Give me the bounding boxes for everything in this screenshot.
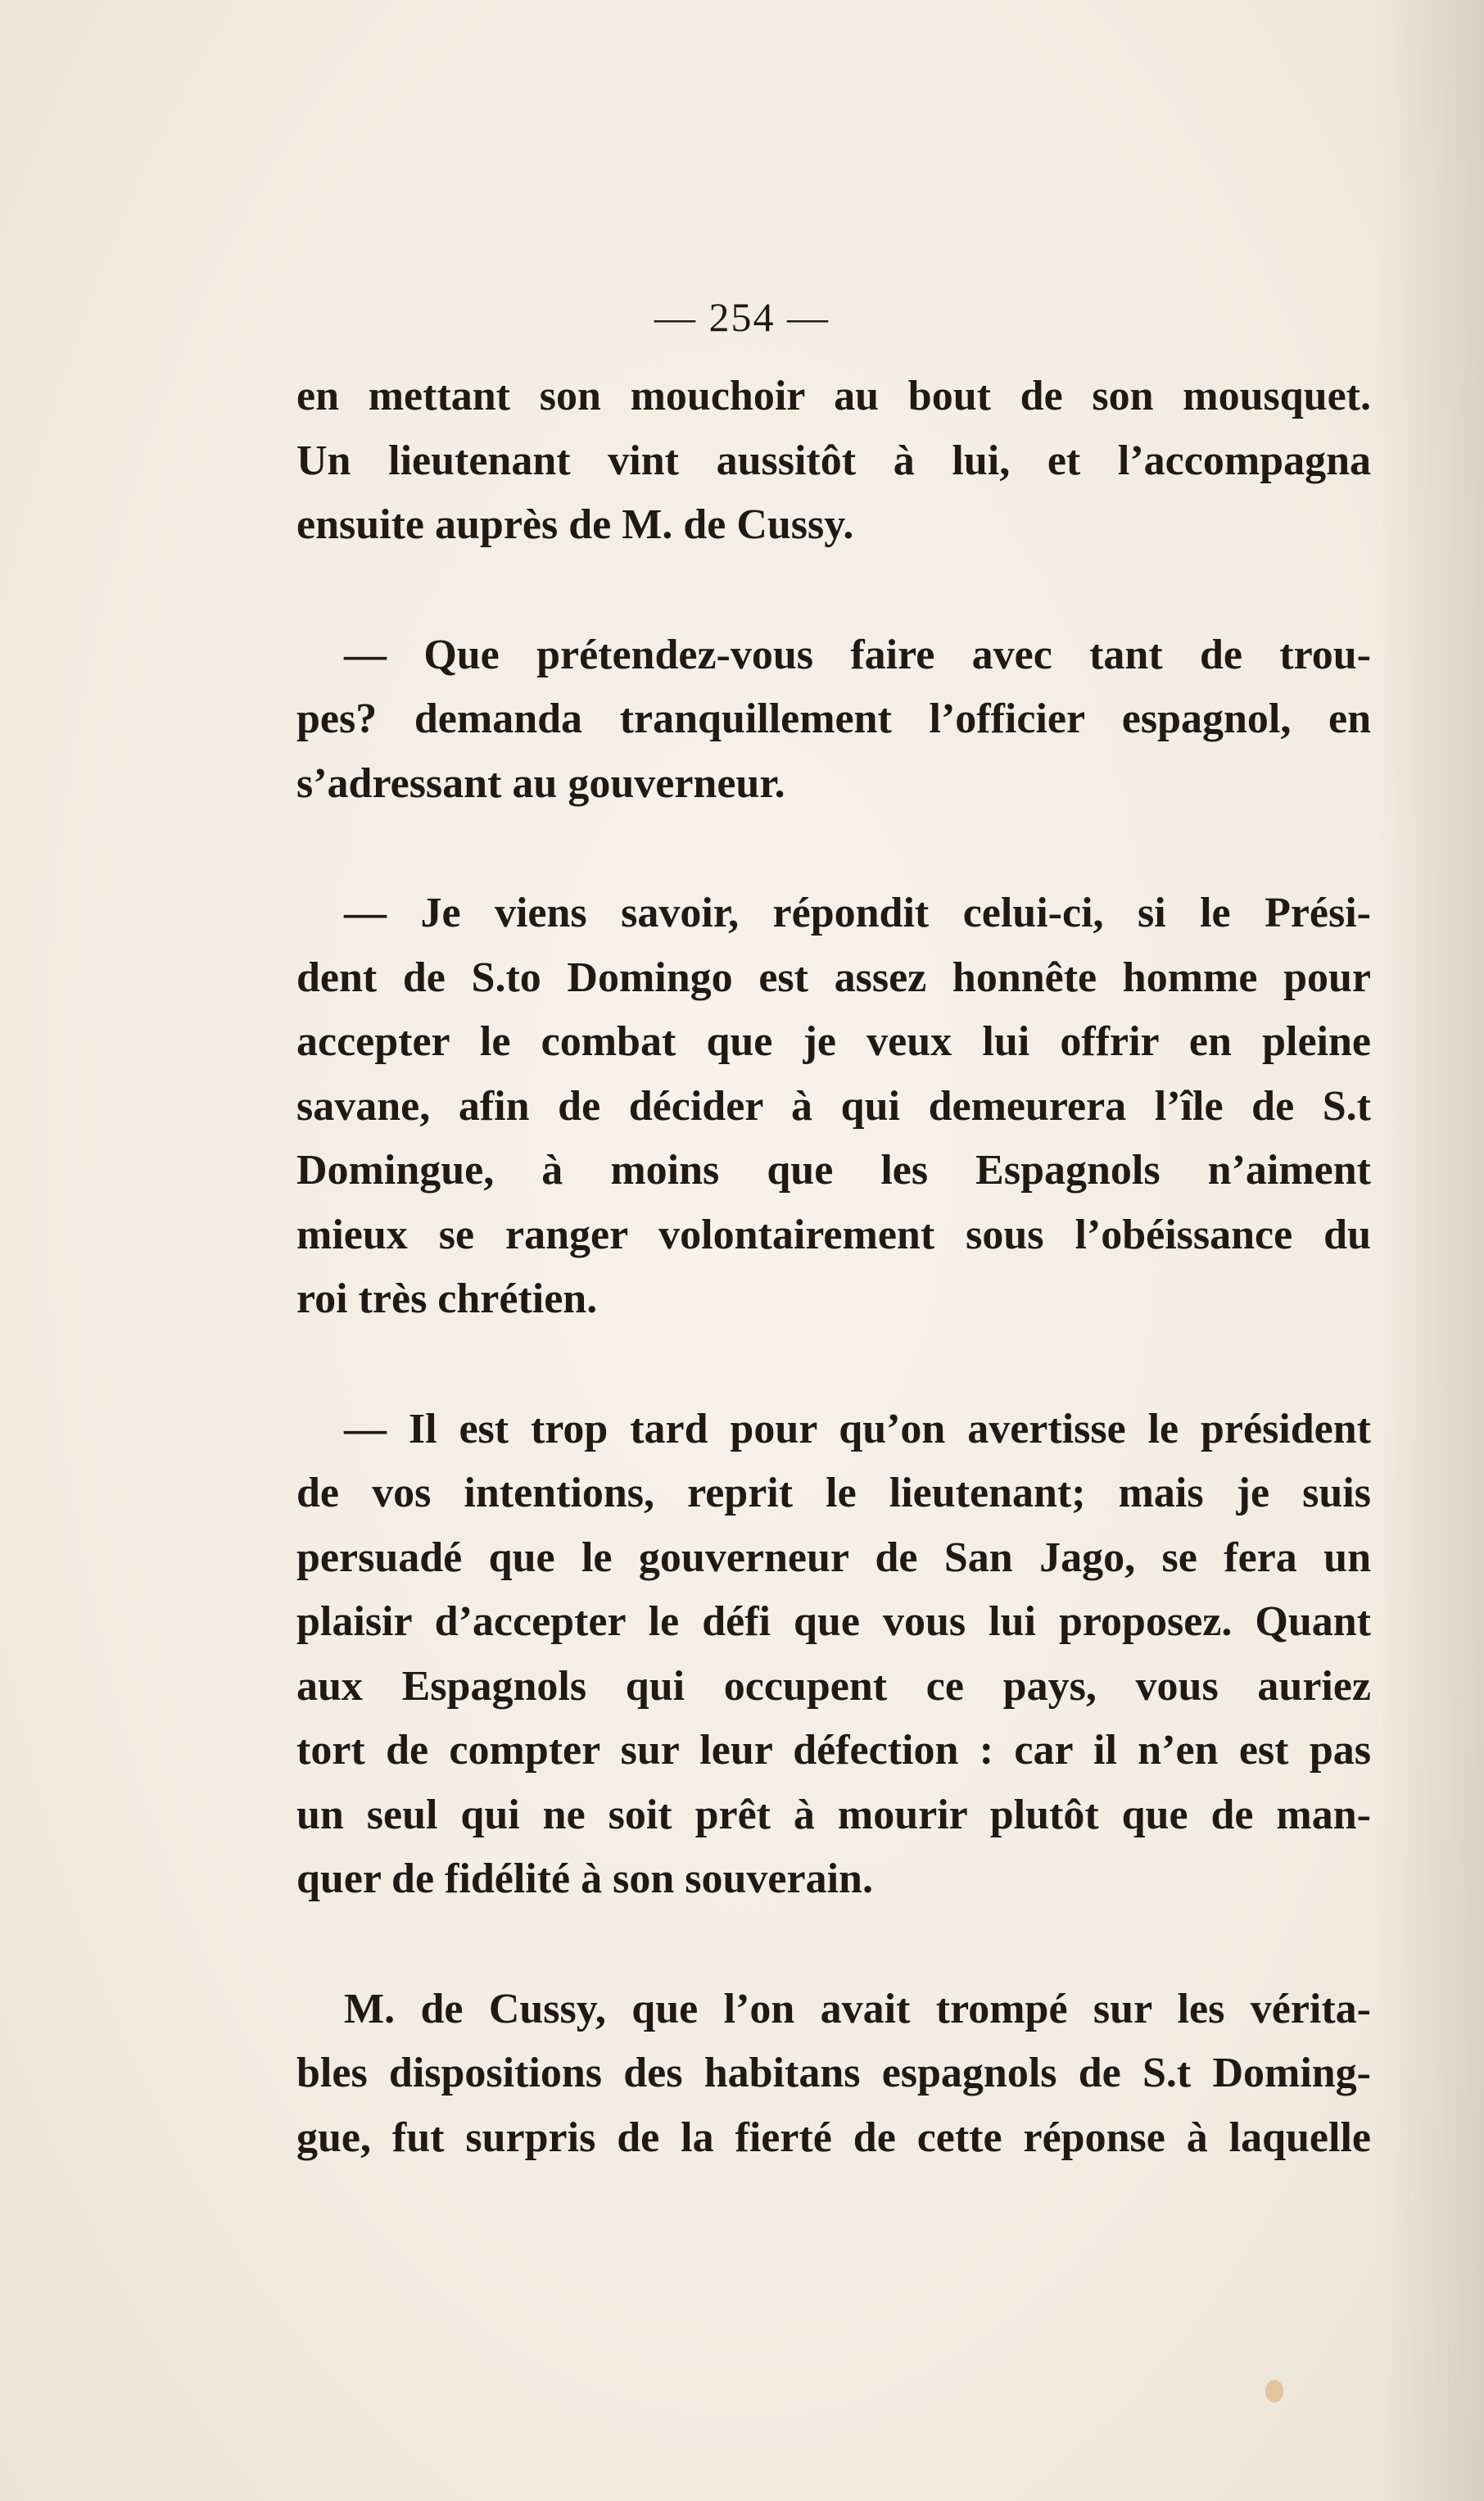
paper-stain [1265,2380,1283,2403]
text-line: savane, afin de décider à qui demeurera l’île de S.t [296,1082,1371,1130]
text-line: en mettant son mouchoir au bout de son mousquet. [296,373,1371,419]
text-line: accepter le combat que je veux lui offrir en pleine [296,1018,1371,1065]
page-number: — 254 — [654,294,830,340]
text-line: plaisir d’accepter le défi que vous lui proposez. Quant [296,1598,1371,1645]
text-line: quer de fidélité à son souverain. [296,1855,873,1902]
text-line: — Je viens savoir, répondit celui-ci, si le Prési- [344,890,1371,936]
text-line: — Que prétendez-vous faire avec tant de trou- [344,631,1371,678]
text-line: de vos intentions, reprit le lieutenant; mais je suis [296,1470,1371,1516]
text-line: roi très chrétien. [296,1275,598,1322]
text-line: un seul qui ne soit prêt à mourir plutôt que de man- [296,1791,1371,1838]
text-line: persuadé que le gouverneur de San Jago, se fera un [296,1534,1371,1581]
paragraph-gap [296,558,1371,623]
page-edge-shadow [1378,0,1484,2501]
text-line: s’adressant au gouverneur. [296,759,785,807]
text-line: ensuite auprès de M. de Cussy. [296,501,854,548]
text-line: — Il est trop tard pour qu’on avertisse le président [344,1405,1371,1452]
text-line: bles dispositions des habitans espagnols de S.t Doming- [296,2050,1371,2096]
text-line: dent de S.to Domingo est assez honnête homme pour [296,954,1371,1001]
paragraph-gap [296,816,1371,881]
text-line: tort de compter sur leur défection : car il n’en est pas [296,1727,1371,1774]
text-line: M. de Cussy, que l’on avait trompé sur les vérita- [344,1985,1371,2032]
text-line: Un lieutenant vint aussitôt à lui, et l’accompagna [296,437,1371,484]
paragraph-gap [296,1912,1371,1978]
text-line: aux Espagnols qui occupent ce pays, vous auriez [296,1662,1371,1710]
text-line: mieux se ranger volontairement sous l’obéissance du [296,1211,1371,1258]
text-line: pes? demanda tranquillement l’officier espagnol, en [296,695,1371,742]
text-line: Domingue, à moins que les Espagnols n’aiment [296,1147,1371,1194]
text-line: gue, fut surpris de la fierté de cette réponse à laquelle [296,2114,1371,2161]
paragraph-gap [296,1332,1371,1398]
body-text [296,365,1371,2170]
